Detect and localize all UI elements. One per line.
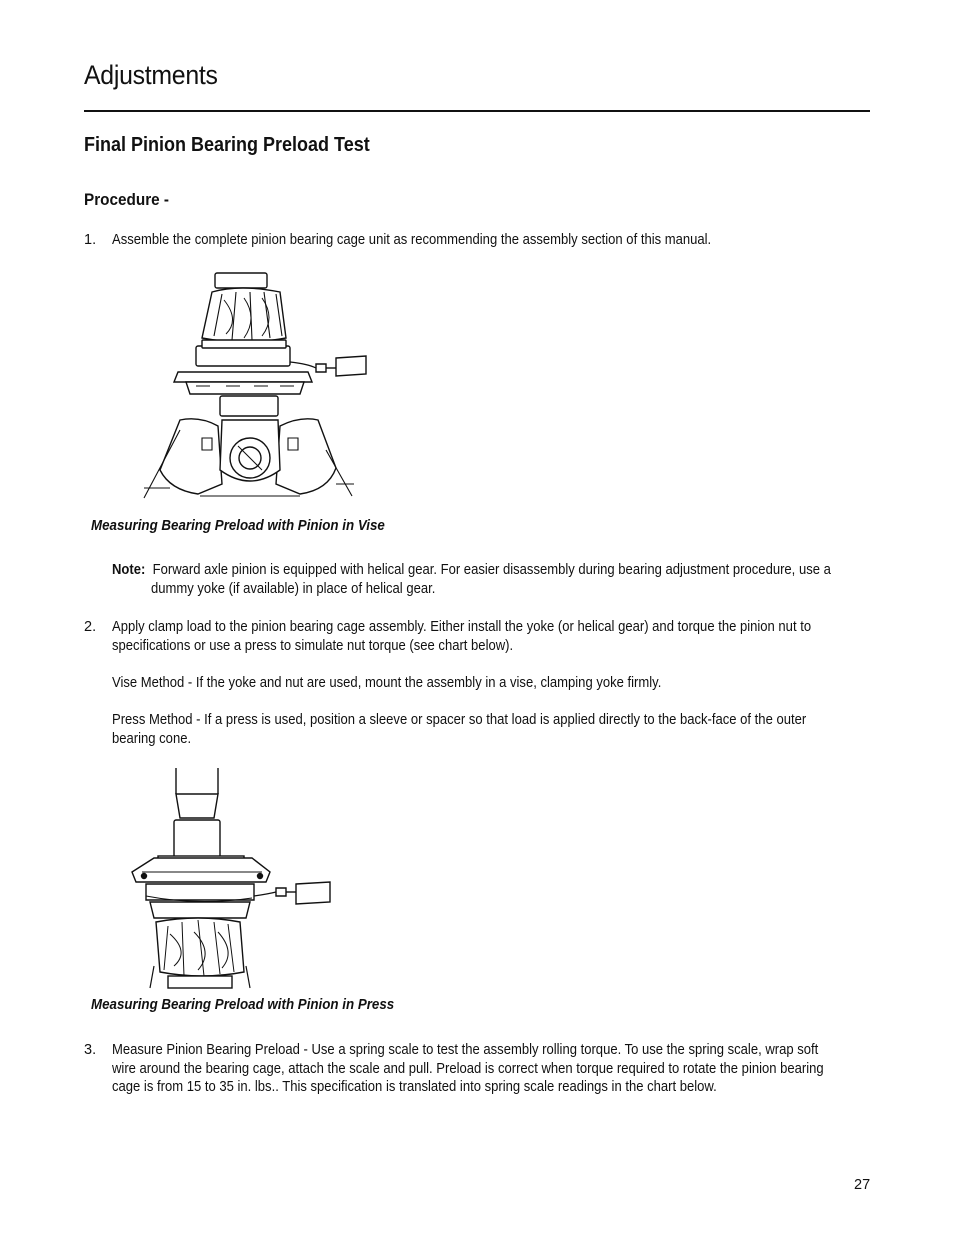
vise-caption: Measuring Bearing Preload with Pinion in Vise — [91, 518, 385, 534]
step-2-line-2: specifications or use a press to simulate nut torque (see chart below). — [112, 637, 514, 654]
step-2-line-1: Apply clamp load to the pinion bearing cage assembly. Either install the yoke (or helical gear) and torque the pinion nut to — [112, 619, 812, 635]
section-title: Final Pinion Bearing Preload Test — [84, 134, 370, 156]
step-3-number: 3. — [84, 1042, 97, 1058]
note-line-2: dummy yoke (if available) in place of helical gear. — [151, 580, 436, 597]
press-method-line-1: Press Method - If a press is used, position a sleeve or spacer so that load is applied directly to the back-face of the outer — [112, 712, 807, 728]
page-title: Adjustments — [84, 60, 218, 90]
vise-method: Vise Method - If the yoke and nut are used, mount the assembly in a vise, clamping yoke firmly. — [112, 675, 662, 691]
step-2-number: 2. — [84, 619, 97, 635]
page-number: 27 — [854, 1177, 871, 1193]
step-3-line-1: Measure Pinion Bearing Preload - Use a spring scale to test the assembly rolling torque. To use the spring scale, wrap soft — [112, 1042, 819, 1058]
press-method — [112, 711, 870, 748]
press-method-line-2: bearing cone. — [112, 730, 192, 747]
note-label: Note: — [112, 562, 146, 578]
note — [112, 561, 870, 599]
press-figure — [128, 766, 334, 990]
step-2 — [84, 618, 870, 656]
vise-figure — [140, 270, 370, 502]
step-3 — [84, 1041, 870, 1097]
header-rule — [84, 110, 870, 112]
step-3-line-3: cage is from 15 to 35 in. lbs.. This specification is translated into spring scale readings in the chart below. — [112, 1079, 717, 1095]
step-3-line-2: wire around the bearing cage, attach the scale and pull. Preload is correct when torque required to rotate the pinion bearing — [112, 1060, 824, 1077]
press-caption: Measuring Bearing Preload with Pinion in Press — [91, 997, 395, 1013]
procedure-subheading: Procedure - — [84, 190, 170, 209]
step-1-number: 1. — [84, 232, 97, 248]
note-line-1: Forward axle pinion is equipped with helical gear. For easier disassembly during bearing adjustment procedure, use a — [152, 562, 831, 578]
step-1-text: Assemble the complete pinion bearing cage unit as recommending the assembly section of this manual. — [112, 232, 712, 248]
